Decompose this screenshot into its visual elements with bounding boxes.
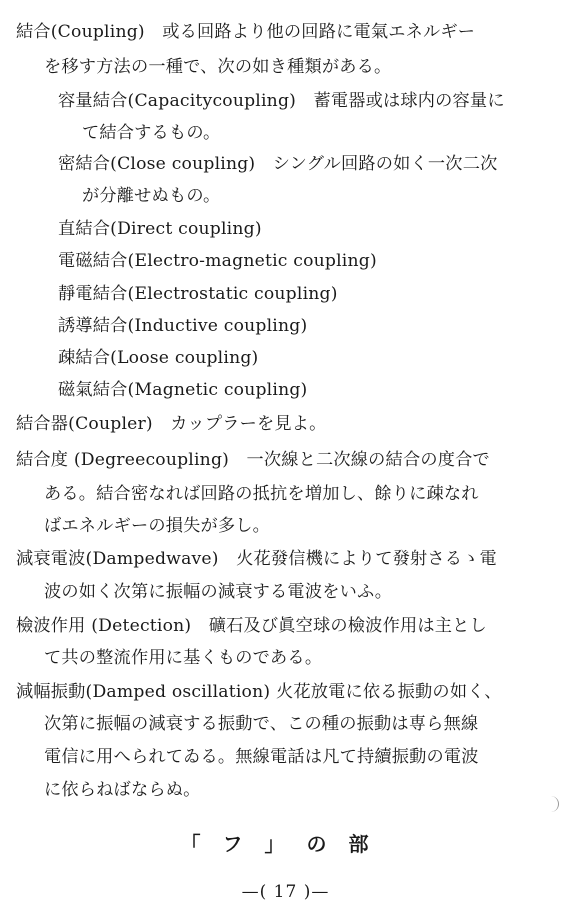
entry-damped-wave-cont: 波の如く次第に振幅の減衰する電波をいふ。: [44, 582, 393, 602]
entry-magnetic-coupling: 磁氣結合(Magnetic coupling): [58, 380, 308, 400]
entry-damped-wave: 減衰電波(Dampedwave) 火花發信機によりて發射さるゝ電: [16, 549, 497, 569]
entry-loose-coupling: 疎結合(Loose coupling): [58, 348, 259, 368]
page-number: —( 17 )—: [241, 882, 330, 902]
entry-damped-oscillation-cont-1: 次第に振幅の減衰する振動で、この種の振動は専ら無線: [44, 714, 479, 734]
entry-damped-oscillation-cont-3: に依らねばならぬ。: [44, 780, 201, 800]
entry-degree-coupling-cont-2: ばエネルギーの損失が多し。: [44, 516, 271, 536]
entry-capacity-coupling: 容量結合(Capacitycoupling) 蓄電器或は球内の容量に: [58, 91, 505, 111]
entry-close-coupling-cont: が分離せぬもの。: [82, 186, 221, 206]
margin-mark-icon: [548, 796, 559, 812]
entry-capacity-coupling-cont: て結合するもの。: [82, 123, 221, 143]
section-heading: 「フ」の部: [180, 832, 391, 856]
entry-coupling-cont: を移す方法の一種で、次の如き種類がある。: [44, 57, 392, 77]
entry-damped-oscillation: 減幅振動(Damped oscillation) 火花放電に依る振動の如く、: [16, 682, 502, 702]
entry-electro-magnetic-coupling: 電磁結合(Electro-magnetic coupling): [58, 251, 377, 271]
entry-coupling: 結合(Coupling) 或る回路より他の回路に電氣エネルギー: [16, 22, 476, 42]
entry-inductive-coupling: 誘導結合(Inductive coupling): [58, 316, 308, 336]
entry-detection-cont: て共の整流作用に基くものである。: [44, 648, 323, 668]
entry-coupler: 結合器(Coupler) カップラーを見よ。: [16, 414, 327, 434]
entry-direct-coupling: 直結合(Direct coupling): [58, 219, 262, 239]
entry-degree-coupling: 結合度 (Degreecoupling) 一次線と二次線の結合の度合で: [16, 450, 490, 470]
entry-damped-oscillation-cont-2: 電信に用へられてゐる。無線電話は凡て持續振動の電波: [44, 747, 479, 767]
entry-electrostatic-coupling: 靜電結合(Electrostatic coupling): [58, 284, 338, 304]
entry-detection: 檢波作用 (Detection) 礦石及び眞空球の檢波作用は主とし: [16, 616, 487, 636]
entry-degree-coupling-cont-1: ある。結合密なれば回路の抵抗を増加し、餘りに疎なれ: [44, 484, 479, 504]
entry-close-coupling: 密結合(Close coupling) シングル回路の如く一次二次: [58, 154, 498, 174]
